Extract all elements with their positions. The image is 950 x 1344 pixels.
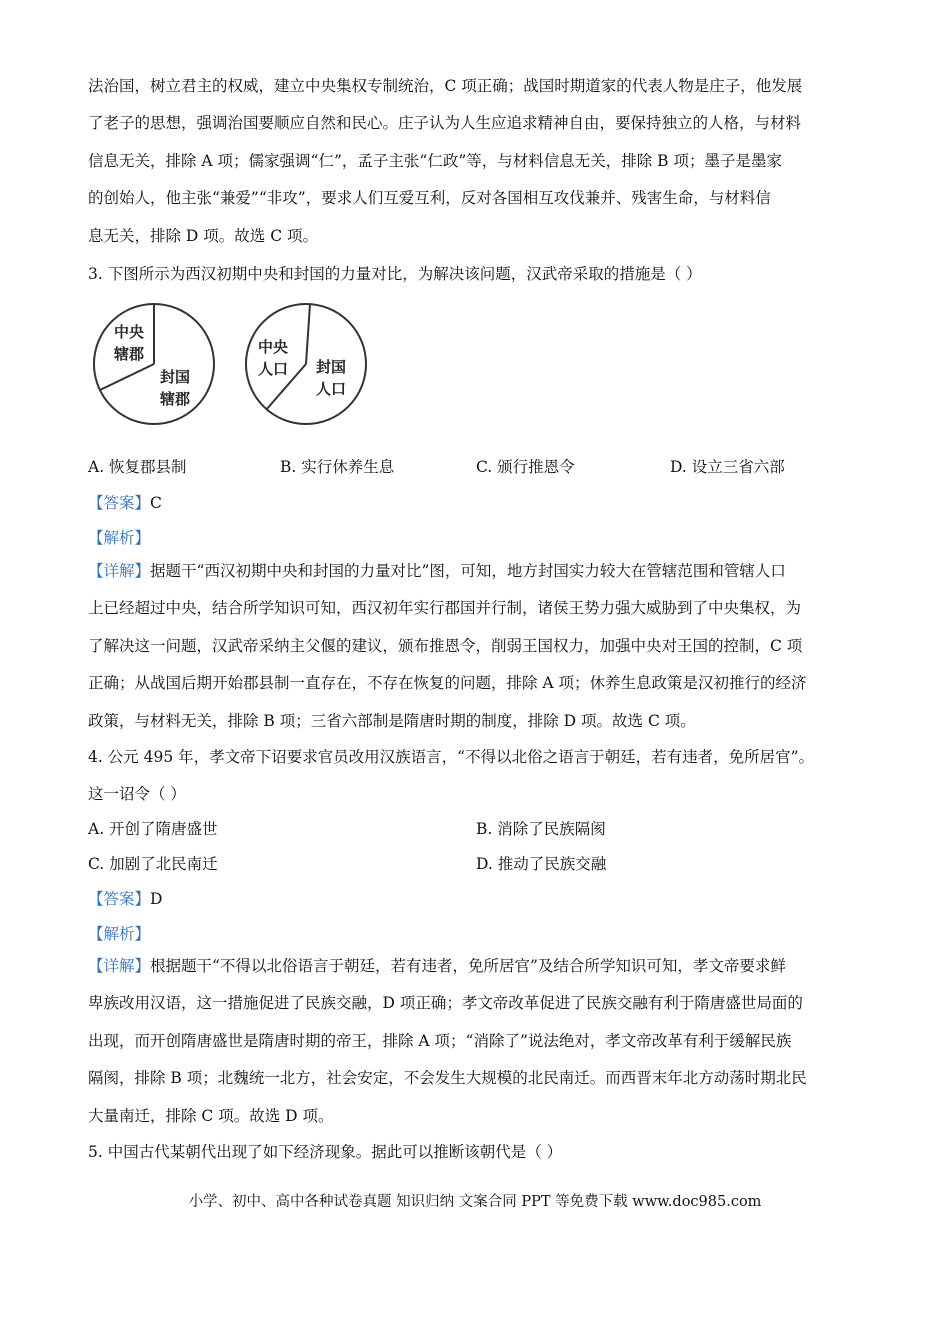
- text-line: 政策，与材料无关，排除 B 项；三省六部制是隋唐时期的制度，排除 D 项。故选 C 项。: [88, 711, 696, 730]
- detail-text: 据题干“西汉初期中央和封国的力量对比”图，可知，地方封国实力较大在管辖范围和管辖人口: [150, 562, 786, 580]
- central-label: 人口: [258, 360, 289, 378]
- answer-tag: 【答案】: [88, 494, 151, 512]
- text-line: 了解决这一问题，汉武帝采纳主父偃的建议，颁布推恩令，削弱王国权力，加强中央对王国的控制，C 项: [88, 636, 803, 655]
- option-a: A. 恢复郡县制: [88, 458, 187, 476]
- text-line: [88, 553, 874, 590]
- detail-tag: 【详解】: [88, 957, 151, 975]
- analysis-line: [88, 526, 150, 548]
- answer-value: D: [150, 890, 163, 908]
- text-line: 正确；从战国后期开始郡县制一直存在，不存在恢复的问题，排除 A 项；休养生息政策是汉初推行的经济: [88, 674, 807, 693]
- text-line: 了老子的思想，强调治国要顺应自然和民心。庄子认为人生应追求精神自由，要保持独立的人格，与材料: [88, 114, 802, 133]
- text-line: 息无关，排除 D 项。故选 C 项。: [88, 226, 318, 245]
- fief-label: 封国: [160, 368, 191, 386]
- question-4-detail: [88, 948, 874, 1135]
- answer-line: [88, 491, 162, 513]
- option-b: B. 消除了民族隔阂: [476, 820, 606, 838]
- pie-chart-territory: [92, 302, 220, 426]
- page-footer: 小学、初中、高中各种试卷真题 知识归纳 文案合同 PPT 等免费下载 www.doc985.com: [188, 1194, 762, 1210]
- option-b: B. 实行休养生息: [280, 458, 395, 476]
- answer-value: C: [150, 494, 162, 512]
- detail-text: 根据题干“不得以北俗语言于朝廷，若有违者，免所居官”及结合所学知识可知，孝文帝要求鲜: [150, 957, 786, 975]
- detail-tag: 【详解】: [88, 562, 151, 580]
- option-c: C. 加剧了北民南迁: [88, 855, 218, 873]
- text-line: 隔阂，排除 B 项；北魏统一北方，社会安定，不会发生大规模的北民南迁。而西晋末年北方动荡时期北民: [88, 1069, 807, 1088]
- analysis-tag: 【解析】: [88, 529, 151, 547]
- text-line: 的创始人，他主张“兼爱”“非攻”，要求人们互爱互利，反对各国相互攻伐兼并、残害生命，与材料信: [88, 189, 771, 208]
- question-3-stem: 3. 下图所示为西汉初期中央和封国的力量对比，为解决该问题，汉武帝采取的措施是（ ）: [88, 265, 702, 283]
- option-d: D. 设立三省六部: [670, 458, 785, 476]
- option-a: A. 开创了隋唐盛世: [88, 820, 218, 838]
- pie-chart-population: [244, 302, 372, 426]
- answer-line: [88, 887, 162, 909]
- analysis-line: [88, 922, 150, 944]
- central-label: 辖郡: [114, 345, 145, 363]
- option-d: D. 推动了民族交融: [476, 855, 607, 873]
- intro-paragraph: [88, 68, 874, 255]
- text-line: 信息无关，排除 A 项；儒家强调“仁”，孟子主张“仁政”等，与材料信息无关，排除 B 项；墨子是墨家: [88, 151, 782, 170]
- question-4-stem: 4. 公元 495 年，孝文帝下诏要求官员改用汉族语言，“不得以北俗之语言于朝廷，若有违者，免所居官”。: [88, 748, 815, 766]
- fief-label: 辖郡: [160, 390, 191, 408]
- answer-tag: 【答案】: [88, 890, 151, 908]
- question-5-stem: 5. 中国古代某朝代出现了如下经济现象。据此可以推断该朝代是（ ）: [88, 1143, 563, 1161]
- analysis-tag: 【解析】: [88, 925, 151, 943]
- central-label: 中央: [114, 323, 145, 341]
- fief-label: 封国: [316, 358, 347, 376]
- question-3-detail: [88, 553, 874, 740]
- text-line: 卑族改用汉语，这一措施促进了民族交融，D 项正确；孝文帝改革促进了民族交融有利于隋唐盛世局面的: [88, 994, 803, 1013]
- central-label: 中央: [258, 338, 289, 356]
- text-line: 法治国，树立君主的权威，建立中央集权专制统治，C 项正确；战国时期道家的代表人物是庄子，他发展: [88, 77, 803, 95]
- text-line: 大量南迁，排除 C 项。故选 D 项。: [88, 1106, 334, 1125]
- option-c: C. 颁行推恩令: [476, 458, 575, 476]
- text-line: 出现，而开创隋唐盛世是隋唐时期的帝王，排除 A 项；“消除了”说法绝对，孝文帝改革有利于缓解民族: [88, 1031, 792, 1050]
- fief-label: 人口: [316, 380, 347, 398]
- text-line: [88, 948, 874, 985]
- text-line: 上已经超过中央，结合所学知识可知，西汉初年实行郡国并行制，诸侯王势力强大威胁到了中央集权，为: [88, 599, 802, 618]
- question-4-stem: 这一诏令（ ）: [88, 785, 186, 803]
